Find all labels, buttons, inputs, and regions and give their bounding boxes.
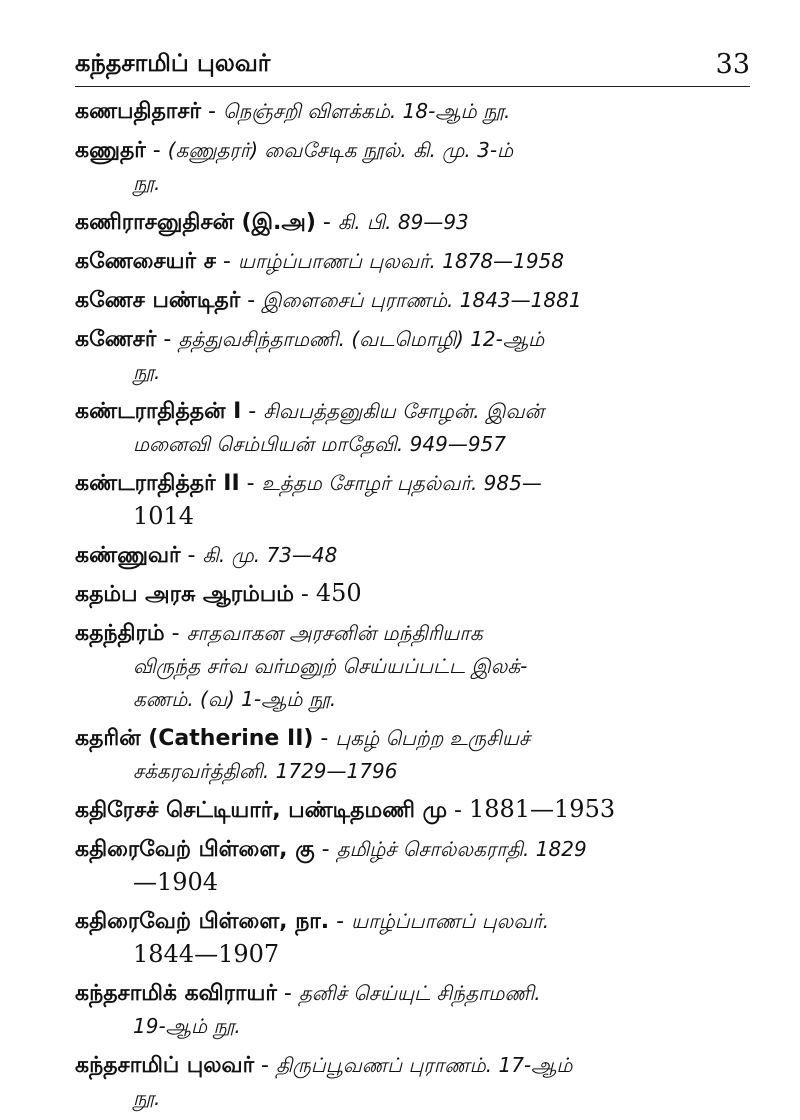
list-item: கணேச பண்டிதர் - இளைசைப் புராணம். 1843—1881 bbox=[75, 288, 582, 313]
running-head bbox=[75, 40, 750, 80]
entry-text: தத்துவசிந்தாமணி. (வடமொழி) 12-ஆம் bbox=[178, 327, 545, 351]
list-item: கண்ணுவர் - கி. மு. 73—48 bbox=[75, 543, 338, 568]
entry-text: சாதவாகன அரசனின் மந்திரியாக bbox=[186, 621, 483, 645]
list-item: கண்டராதித்தன் I - சிவபத்தனுகிய சோழன். இவன் மனைவி செம்பியன் மாதேவி. 949—957 bbox=[75, 394, 753, 461]
header-rule bbox=[75, 86, 750, 87]
entry-headword: கணேசையர் ச bbox=[75, 249, 216, 274]
entry-headword: கணுதர் bbox=[75, 138, 146, 163]
entry-continuation: விருந்த சர்வ வர்மனுற் செய்யப்பட்ட இலக்- bbox=[133, 654, 528, 678]
entry-headword: கந்தசாமிக் கவிராயர் bbox=[75, 981, 277, 1006]
entry-continuation: 1014 bbox=[133, 502, 195, 530]
entry-text: புகழ் பெற்ற உருசியச் bbox=[335, 726, 531, 750]
entry-text: தமிழ்ச் சொல்லகராதி. 1829 bbox=[336, 837, 587, 861]
list-item: கந்தசாமிப் புலவர் - திருப்பூவணப் புராணம். 17-ஆம் நூ. bbox=[75, 1048, 753, 1115]
list-item: கதம்ப அரசு ஆரம்பம் - 450 bbox=[75, 579, 362, 607]
entry-text: திருப்பூவணப் புராணம். 17-ஆம் bbox=[276, 1053, 573, 1077]
entry-headword: கதிரைவேற் பிள்ளை, நா. bbox=[75, 909, 330, 934]
entry-text: இளைசைப் புராணம். 1843—1881 bbox=[262, 288, 582, 312]
entry-headword: கந்தசாமிப் புலவர் bbox=[75, 1053, 255, 1078]
list-item: கதிரேசச் செட்டியார், பண்டிதமணி மு - 1881—1953 bbox=[75, 795, 616, 823]
entry-headword: கண்டராதித்தர் II bbox=[75, 471, 240, 496]
entry-continuation: நூ. bbox=[133, 360, 161, 384]
entry-continuation: 1844—1907 bbox=[133, 940, 280, 968]
list-item: கதரின் (Catherine II) - புகழ் பெற்ற உருசியச் சக்கரவர்த்தினி. 1729—1796 bbox=[75, 721, 753, 788]
entry-list bbox=[75, 94, 753, 1120]
entry-continuation: நூ. bbox=[133, 171, 161, 195]
list-item: கணபதிதாசர் - நெஞ்சறி விளக்கம். 18-ஆம் நூ. bbox=[75, 99, 511, 124]
entry-continuation: —1904 bbox=[133, 868, 219, 896]
list-item: கணிராசனுதிசன் (இ.அ) - கி. பி. 89—93 bbox=[75, 210, 469, 235]
entry-headword: கதிரைவேற் பிள்ளை, கு bbox=[75, 837, 315, 862]
running-head-title: கந்தசாமிப் புலவர் bbox=[75, 49, 271, 77]
entry-text: யாழ்ப்பாணப் புலவர். 1878—1958 bbox=[237, 249, 565, 273]
entry-text: உத்தம சோழர் புதல்வர். 985— bbox=[261, 471, 542, 495]
entry-text: சிவபத்தனுகிய சோழன். இவன் bbox=[263, 399, 545, 423]
entry-text: யாழ்ப்பாணப் புலவர். bbox=[351, 909, 550, 933]
list-item: கணேசையர் ச - யாழ்ப்பாணப் புலவர். 1878—1958 bbox=[75, 249, 565, 274]
list-item: கதந்திரம் - சாதவாகன அரசனின் மந்திரியாக விருந்த சர்வ வர்மனுற் செய்யப்பட்ட இலக்- கணம். (வ) 1-ஆம் நூ. bbox=[75, 616, 753, 716]
entry-headword: கதந்திரம் bbox=[75, 621, 165, 646]
entry-continuation: சக்கரவர்த்தினி. 1729—1796 bbox=[133, 759, 398, 783]
entry-text: கி. மு. 73—48 bbox=[202, 543, 338, 567]
entry-headword: கதரின் (Catherine II) bbox=[75, 726, 314, 751]
entry-text: தனிச் செய்யுட் சிந்தாமணி. bbox=[298, 981, 541, 1005]
entry-headword: கதம்ப அரசு ஆரம்பம் bbox=[75, 582, 294, 607]
entry-headword: கதிரேசச் செட்டியார், பண்டிதமணி மு bbox=[75, 798, 448, 823]
list-item: கதிரைவேற் பிள்ளை, நா. - யாழ்ப்பாணப் புலவர். 1844—1907 bbox=[75, 904, 753, 971]
entry-text: 450 bbox=[315, 579, 362, 607]
list-item: கணுதர் - (கணுதரர்) வைசேடிக நூல். கி. மு. 3-ம் நூ. bbox=[75, 133, 753, 200]
entry-text: 1881—1953 bbox=[468, 795, 616, 823]
entry-continuation: நூ. bbox=[133, 1086, 161, 1110]
list-item: கதிரைவேற் பிள்ளை, கு - தமிழ்ச் சொல்லகராதி. 1829 —1904 bbox=[75, 832, 753, 899]
list-item: கந்தசாமிக் கவிராயர் - தனிச் செய்யுட் சிந்தாமணி. 19-ஆம் நூ. bbox=[75, 976, 753, 1043]
entry-headword: கணிராசனுதிசன் (இ.அ) bbox=[75, 210, 316, 235]
entry-headword: கண்ணுவர் bbox=[75, 543, 181, 568]
entry-continuation: கணம். (வ) 1-ஆம் நூ. bbox=[133, 687, 337, 711]
entry-continuation: மனைவி செம்பியன் மாதேவி. 949—957 bbox=[133, 432, 506, 456]
entry-continuation: 19-ஆம் நூ. bbox=[133, 1014, 241, 1038]
entry-text: கி. பி. 89—93 bbox=[337, 210, 469, 234]
entry-headword: கணேச பண்டிதர் bbox=[75, 288, 241, 313]
entry-headword: கண்டராதித்தன் I bbox=[75, 399, 242, 424]
list-item: கணேசர் - தத்துவசிந்தாமணி. (வடமொழி) 12-ஆம் நூ. bbox=[75, 322, 753, 389]
entry-headword: கணேசர் bbox=[75, 327, 157, 352]
entry-text: (கணுதரர்) வைசேடிக நூல். கி. மு. 3-ம் bbox=[167, 138, 514, 162]
page-number: 33 bbox=[715, 49, 750, 80]
entry-text: நெஞ்சறி விளக்கம். 18-ஆம் நூ. bbox=[222, 99, 511, 123]
list-item: கண்டராதித்தர் II - உத்தம சோழர் புதல்வர். 985— 1014 bbox=[75, 466, 753, 533]
entry-headword: கணபதிதாசர் bbox=[75, 99, 201, 124]
